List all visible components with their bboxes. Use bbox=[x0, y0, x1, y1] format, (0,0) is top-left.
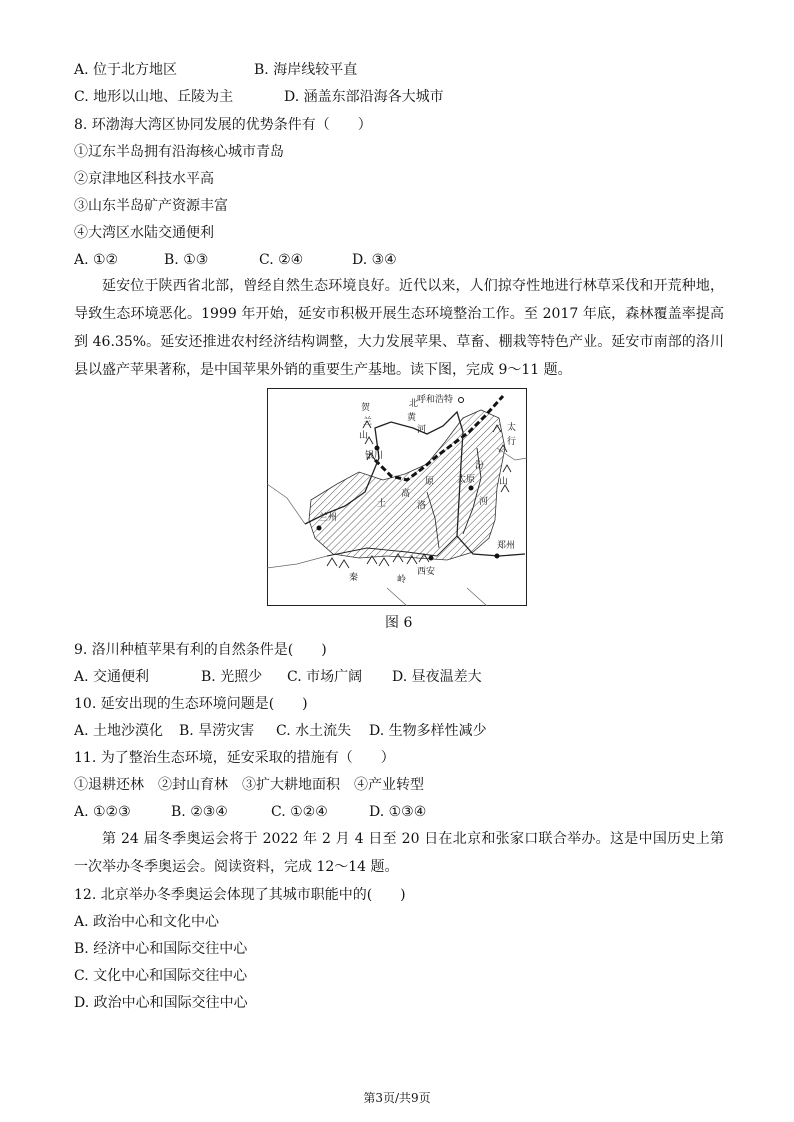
q7-option-d: D. 涵盖东部沿海各大城市 bbox=[284, 89, 444, 105]
yinchuan-dot bbox=[375, 446, 380, 451]
hohhot-dot bbox=[459, 398, 464, 403]
q8-option-c: C. ②④ bbox=[259, 252, 304, 268]
label-fen: 汾 bbox=[475, 461, 485, 471]
q11-option-c: C. ①②④ bbox=[271, 804, 328, 820]
q10-option-a: A. 土地沙漠化 bbox=[74, 723, 164, 739]
label-huang: 黄 bbox=[407, 413, 417, 423]
q8-option-d: D. ③④ bbox=[352, 252, 397, 268]
label-hang: 行 bbox=[507, 437, 517, 447]
q11-option-a: A. ①②③ bbox=[74, 804, 131, 820]
q12-option-d: D. 政治中心和国际交往中心 bbox=[74, 995, 248, 1011]
q9-option-c: C. 市场广阔 bbox=[287, 669, 363, 685]
passage-yanan: 延安位于陕西省北部，曾经自然生态环境良好。近代以来，人们掠夺性地进行林草采伐和开荒种地，导致生态环境恶化。1999 年开始，延安市积极开展生态环境整治工作。至 2017 年底，森林覆盖率提高到 46.35%。延安还推进农村经济结构调整，大力发展苹果、草畜、棚栽等特色产业。延安市南部的洛川县以盛产苹果著称，是中国苹果外销的重要生产基地。读下图，完成 9～11 题。 bbox=[74, 278, 724, 378]
q9-option-b: B. 光照少 bbox=[201, 669, 263, 685]
xian-dot bbox=[429, 556, 434, 561]
label-qin: 秦 bbox=[349, 573, 359, 583]
label-lanzhou: 兰州 bbox=[319, 513, 338, 523]
label-gao: 高 bbox=[401, 489, 411, 499]
q12-option-b: B. 经济中心和国际交往中心 bbox=[74, 941, 248, 957]
passage-olympics: 第 24 届冬季奥运会将于 2022 年 2 月 4 日至 20 日在北京和张家口联合举办。这是中国历史上第一次举办冬季奥运会。阅读资料，完成 12～14 题。 bbox=[74, 831, 724, 875]
taiyuan-dot bbox=[469, 486, 474, 491]
label-taiyuan: 太原 bbox=[457, 475, 476, 485]
q7-option-c: C. 地形以山地、丘陵为主 bbox=[74, 89, 234, 105]
q12-option-c: C. 文化中心和国际交往中心 bbox=[74, 968, 248, 984]
label-he2: 河 bbox=[479, 497, 489, 507]
q8-item-4: ④大湾区水陆交通便利 bbox=[74, 225, 214, 241]
label-zhengzhou: 郑州 bbox=[497, 541, 516, 551]
q9-stem: 9. 洛川种植苹果有利的自然条件是( ) bbox=[74, 642, 327, 658]
lanzhou-dot bbox=[317, 526, 322, 531]
q11-items: ①退耕还林 ②封山育林 ③扩大耕地面积 ④产业转型 bbox=[74, 777, 424, 793]
q8-item-1: ①辽东半岛拥有沿海核心城市青岛 bbox=[74, 144, 284, 160]
q11-option-d: D. ①③④ bbox=[369, 804, 427, 820]
q10-option-c: C. 水土流失 bbox=[276, 723, 352, 739]
q11-stem: 11. 为了整治生态环境，延安采取的措施有（ ） bbox=[74, 750, 395, 766]
label-xian: 西安 bbox=[417, 567, 436, 577]
q8-option-a: A. ①② bbox=[74, 252, 119, 268]
q7-option-a: A. 位于北方地区 bbox=[74, 62, 178, 78]
q9-option-a: A. 交通便利 bbox=[74, 669, 150, 685]
q12-option-a: A. 政治中心和文化中心 bbox=[74, 914, 220, 930]
label-lan: 兰 bbox=[363, 417, 373, 427]
q10-stem: 10. 延安出现的生态环境问题是( ) bbox=[74, 696, 308, 712]
q9-option-d: D. 昼夜温差大 bbox=[392, 669, 482, 685]
q12-stem: 12. 北京举办冬季奥运会体现了其城市职能中的( ) bbox=[74, 887, 406, 903]
label-tai: 太 bbox=[507, 423, 517, 433]
label-he3: 河 bbox=[417, 425, 427, 435]
label-shan2: 山 bbox=[499, 477, 509, 487]
label-yinchuan: 银川 bbox=[365, 451, 384, 461]
q7-option-b: B. 海岸线较平直 bbox=[254, 62, 358, 78]
q8-item-2: ②京津地区科技水平高 bbox=[74, 171, 214, 187]
label-tu: 土 bbox=[377, 499, 387, 509]
page-number: 第3页/共9页 bbox=[363, 1091, 431, 1105]
label-hohhot: 呼和浩特 bbox=[417, 395, 454, 405]
q8-item-3: ③山东半岛矿产资源丰富 bbox=[74, 198, 228, 214]
q10-option-b: B. 旱涝灾害 bbox=[179, 723, 255, 739]
q11-option-b: B. ②③④ bbox=[171, 804, 228, 820]
figure-caption: 图 6 bbox=[385, 615, 413, 631]
label-bei: 北 bbox=[409, 399, 419, 409]
label-he1: 贺 bbox=[361, 403, 371, 413]
label-shan1: 山 bbox=[359, 431, 369, 441]
loess-plateau-map bbox=[267, 388, 527, 606]
q10-option-d: D. 生物多样性减少 bbox=[369, 723, 487, 739]
label-ling: 岭 bbox=[397, 575, 407, 585]
q8-stem: 8. 环渤海大湾区协同发展的优势条件有（ ） bbox=[74, 117, 372, 133]
zhengzhou-dot bbox=[495, 554, 500, 559]
label-yuan: 原 bbox=[425, 477, 435, 487]
q8-option-b: B. ①③ bbox=[164, 252, 209, 268]
label-luo: 洛 bbox=[417, 501, 427, 511]
